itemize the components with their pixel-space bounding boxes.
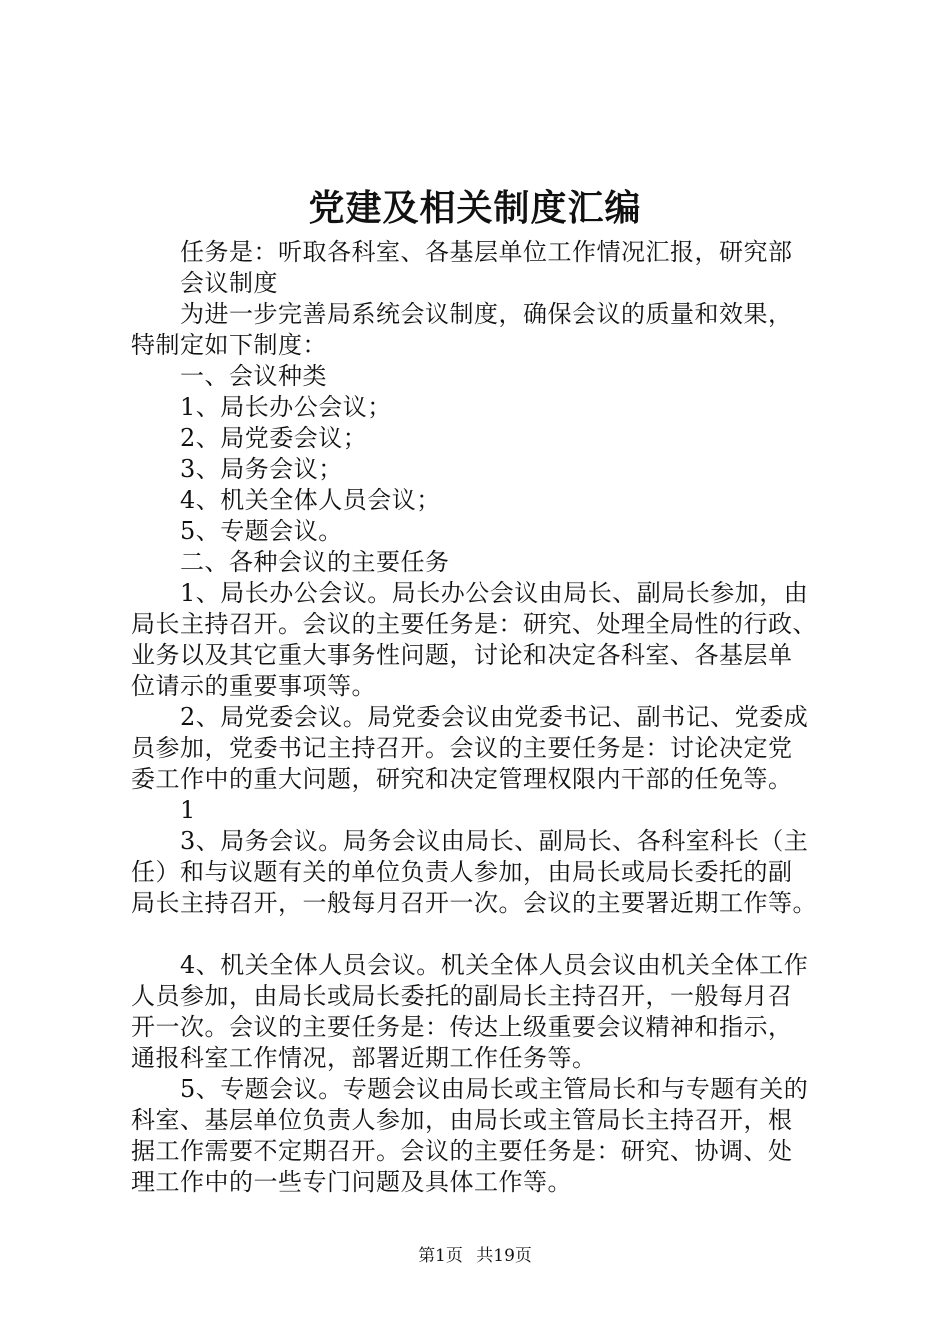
text-line: 委工作中的重大问题，研究和决定管理权限内干部的任免等。 [131, 765, 793, 793]
text-line: 理工作中的一些专门问题及具体工作等。 [131, 1168, 572, 1196]
page-total: 共19页 [476, 1246, 532, 1266]
text-line: 任）和与议题有关的单位负责人参加，由局长或局长委托的副 [131, 858, 793, 886]
text-line: 3、局务会议。局务会议由局长、副局长、各科室科长（主 [180, 827, 809, 855]
page-title: 党建及相关制度汇编 [308, 187, 642, 229]
text-line: 通报科室工作情况，部署近期工作任务等。 [131, 1044, 597, 1072]
text-line: 人员参加，由局长或局长委托的副局长主持召开，一般每月召 [131, 982, 793, 1010]
blank-line [131, 919, 831, 950]
text-line: 局长主持召开。会议的主要任务是：研究、处理全局性的行政、 [131, 610, 817, 638]
text-line: 4、机关全体人员会议。机关全体人员会议由机关全体工作 [180, 951, 809, 979]
text-line: 员参加，党委书记主持召开。会议的主要任务是：讨论决定党 [131, 734, 793, 762]
text-line: 位请示的重要事项等。 [131, 672, 376, 700]
page-footer [0, 1244, 950, 1268]
list-item: 2、局党委会议； [180, 424, 368, 452]
list-item: 5、专题会议。 [180, 517, 343, 545]
section-heading: 二、各种会议的主要任务 [180, 548, 450, 576]
text-line: 5、专题会议。专题会议由局长或主管局长和与专题有关的 [180, 1075, 809, 1103]
list-item: 1、局长办公会议； [180, 393, 392, 421]
page-number: 第1页 [418, 1246, 463, 1266]
text-line: 据工作需要不定期召开。会议的主要任务是：研究、协调、处 [131, 1137, 793, 1165]
list-item: 4、机关全体人员会议； [180, 486, 441, 514]
text-line: 1、局长办公会议。局长办公会议由局长、副局长参加，由 [180, 579, 809, 607]
text-line: 业务以及其它重大事务性问题，讨论和决定各科室、各基层单 [131, 641, 793, 669]
list-item: 3、局务会议； [180, 455, 343, 483]
text-line: 2、局党委会议。局党委会议由党委书记、副书记、党委成 [180, 703, 809, 731]
text-line: 科室、基层单位负责人参加，由局长或主管局长主持召开，根 [131, 1106, 793, 1134]
text-line: 局长主持召开，一般每月召开一次。会议的主要署近期工作等。 [131, 889, 817, 917]
section-heading: 一、会议种类 [180, 362, 327, 390]
text-line: 任务是：听取各科室、各基层单位工作情况汇报，研究部 [180, 238, 793, 266]
document-body [131, 237, 831, 1198]
inline-page-number: 1 [180, 796, 196, 824]
text-line: 开一次。会议的主要任务是：传达上级重要会议精神和指示， [131, 1013, 793, 1041]
section-heading: 会议制度 [180, 269, 278, 297]
text-line: 为进一步完善局系统会议制度，确保会议的质量和效果， [180, 300, 793, 328]
text-line: 特制定如下制度： [131, 331, 327, 359]
